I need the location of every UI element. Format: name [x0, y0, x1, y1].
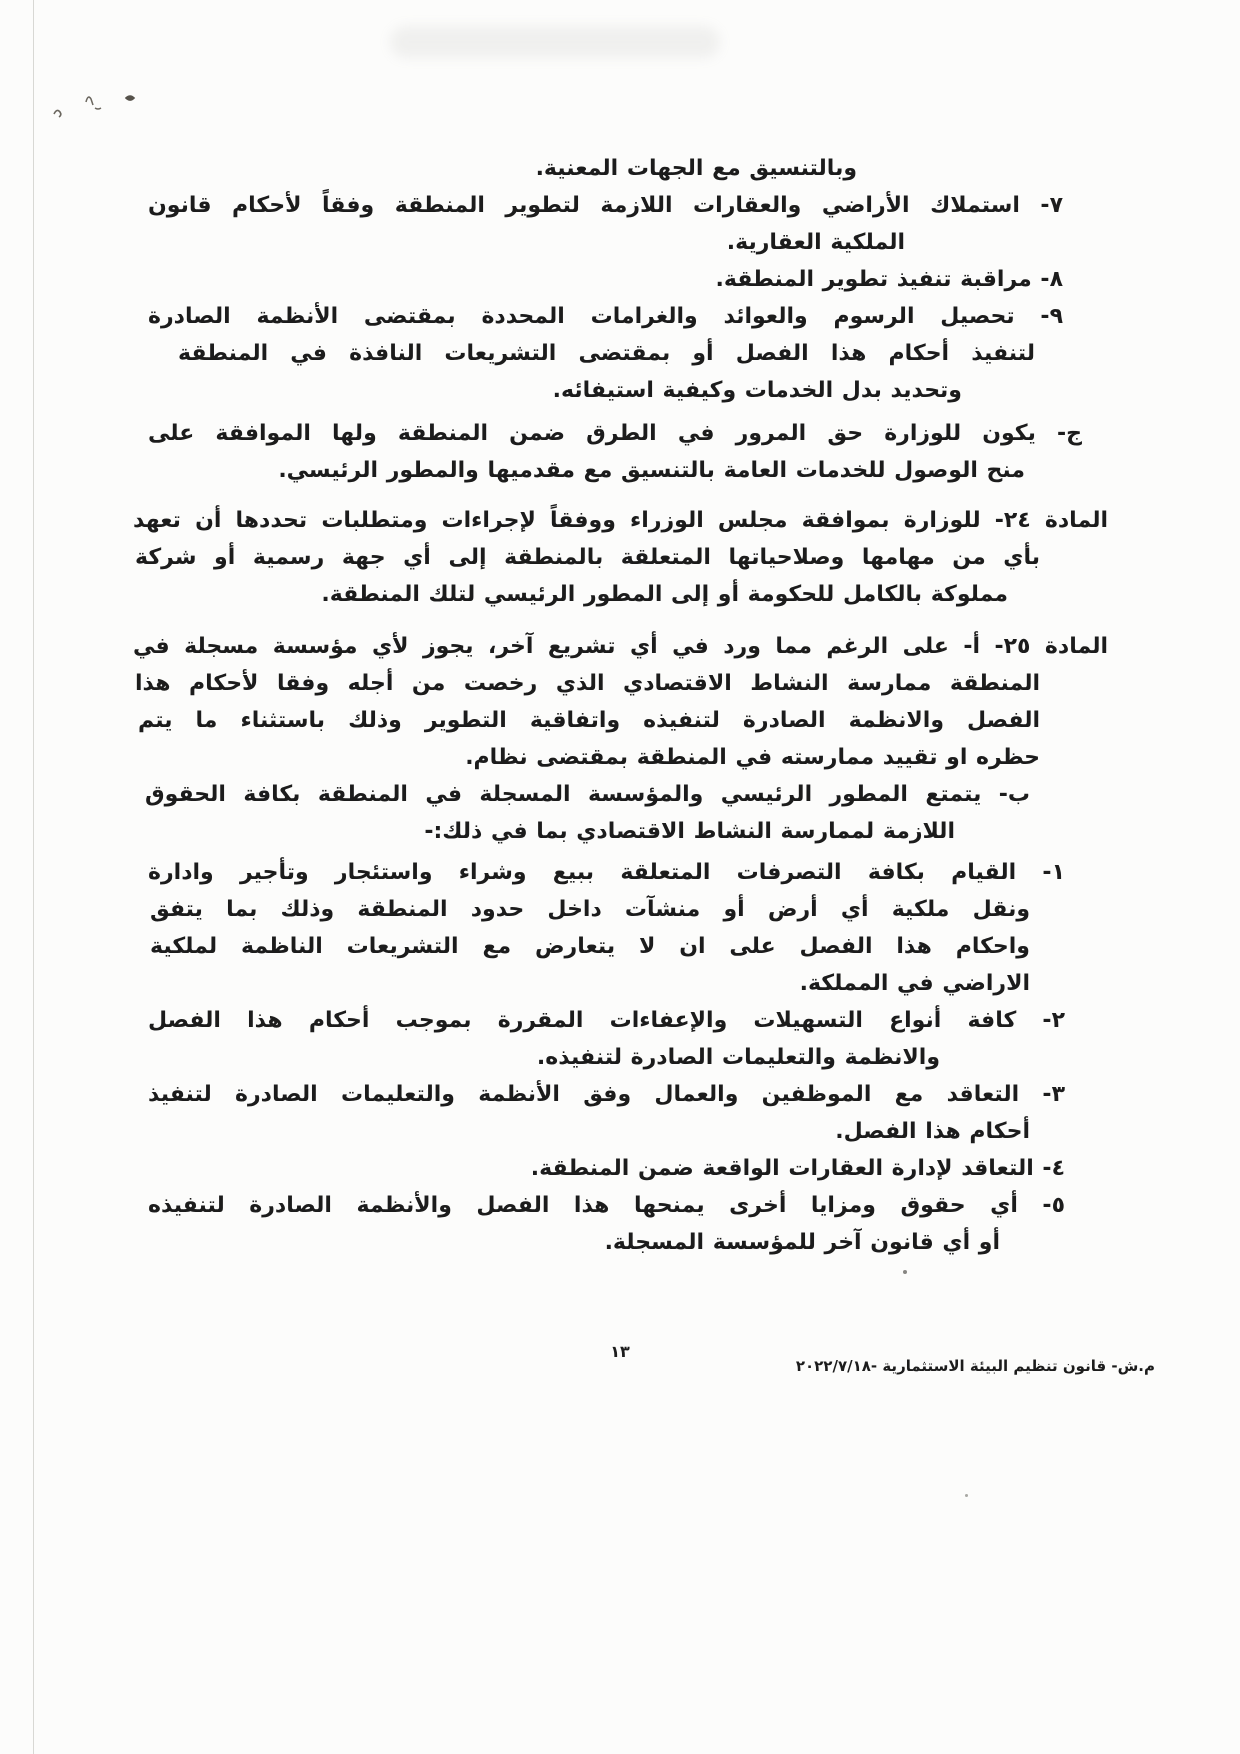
text-line: المادة ٢٤- للوزارة بموافقة مجلس الوزراء ووفقاً لإجراءات ومتطلبات تحددها أن تعهد	[133, 508, 1108, 533]
text-line: حظره او تقييد ممارسته في المنطقة بمقتضى نظام.	[465, 745, 1040, 770]
handwritten-pen-marks	[48, 88, 138, 124]
text-line: ج- يكون للوزارة حق المرور في الطرق ضمن المنطقة ولها الموافقة على	[148, 421, 1082, 446]
text-line: واحكام هذا الفصل على ان لا يتعارض مع التشريعات الناظمة لملكية	[150, 934, 1030, 959]
text-line: لتنفيذ أحكام هذا الفصل أو بمقتضى التشريعات النافذة في المنطقة	[178, 341, 1035, 366]
text-line: بأي من مهامها وصلاحياتها المتعلقة بالمنطقة إلى أي جهة رسمية أو شركة	[135, 545, 1040, 570]
text-line: ٣- التعاقد مع الموظفين والعمال وفق الأنظمة والتعليمات الصادرة لتنفيذ	[148, 1082, 1065, 1107]
text-line: ب- يتمتع المطور الرئيسي والمؤسسة المسجلة في المنطقة بكافة الحقوق	[145, 782, 1030, 807]
text-line: ونقل ملكية أي أرض أو منشآت داخل حدود المنطقة وذلك بما يتفق	[150, 897, 1030, 922]
text-line: منح الوصول للخدمات العامة بالتنسيق مع مقدميها والمطور الرئيسي.	[278, 458, 1025, 483]
scan-page-edge-line	[33, 0, 34, 1754]
text-line: الفصل والانظمة الصادرة لتنفيذه واتفاقية التطوير وذلك باستثناء ما يتم	[138, 708, 1040, 733]
text-line: اللازمة لممارسة النشاط الاقتصادي بما في ذلك:-	[424, 819, 955, 844]
text-line: الملكية العقارية.	[726, 230, 905, 255]
scan-smudge-artifact	[390, 26, 720, 58]
text-line: والانظمة والتعليمات الصادرة لتنفيذه.	[536, 1045, 940, 1070]
text-line: وبالتنسيق مع الجهات المعنية.	[535, 156, 857, 181]
text-line: وتحديد بدل الخدمات وكيفية استيفائه.	[552, 378, 962, 403]
text-line: ٩- تحصيل الرسوم والعوائد والغرامات المحددة بمقتضى الأنظمة الصادرة	[148, 304, 1063, 329]
text-line: مملوكة بالكامل للحكومة أو إلى المطور الرئيسي لتلك المنطقة.	[321, 582, 1008, 607]
page-number: ١٣	[610, 1342, 630, 1361]
scan-speck	[903, 1270, 907, 1274]
text-line: المادة ٢٥- أ- على الرغم مما ورد في أي تشريع آخر، يجوز لأي مؤسسة مسجلة في	[133, 634, 1109, 659]
text-line: ٤- التعاقد لإدارة العقارات الواقعة ضمن المنطقة.	[530, 1156, 1065, 1181]
text-line: ٧- استملاك الأراضي والعقارات اللازمة لتطوير المنطقة وفقاً لأحكام قانون	[148, 193, 1063, 218]
text-line: ٨- مراقبة تنفيذ تطوير المنطقة.	[715, 267, 1063, 292]
text-line: المنطقة ممارسة النشاط الاقتصادي الذي رخصت من أجله وفقا لأحكام هذا	[135, 671, 1040, 696]
text-line: أو أي قانون آخر للمؤسسة المسجلة.	[604, 1230, 1000, 1255]
text-line: أحكام هذا الفصل.	[835, 1119, 1030, 1144]
text-line: ٥- أي حقوق ومزايا أخرى يمنحها هذا الفصل والأنظمة الصادرة لتنفيذه	[148, 1193, 1065, 1218]
document-body-text	[133, 150, 1108, 1261]
scan-speck	[965, 1494, 968, 1497]
footer-reference: م.ش- قانون تنظيم البيئة الاستثمارية -٢٠٢٢/٧/١٨	[795, 1357, 1155, 1375]
text-line: ١- القيام بكافة التصرفات المتعلقة ببيع وشراء واستئجار وتأجير وادارة	[148, 860, 1065, 885]
text-line: الاراضي في المملكة.	[799, 971, 1030, 996]
text-line: ٢- كافة أنواع التسهيلات والإعفاءات المقررة بموجب أحكام هذا الفصل	[148, 1008, 1065, 1033]
